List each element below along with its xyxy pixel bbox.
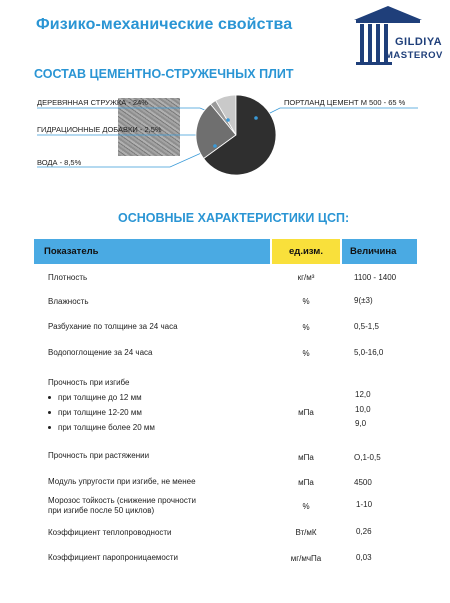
page-title: Физико-механические свойства: [36, 16, 293, 33]
row-frost-name-line1: Морозос тойкость (снижение прочности: [48, 496, 196, 505]
row-thermal-unit: Вт/мК: [295, 528, 317, 537]
legend-water: ВОДА - 8,5%: [37, 158, 82, 167]
row-tensile-unit: мПа: [298, 453, 314, 462]
row-vapor-name: Коэффициент паропроницаемости: [48, 553, 178, 562]
row-swelling-value: 0,5-1,5: [354, 322, 379, 331]
row-absorption-unit: %: [302, 349, 310, 358]
row-moisture-unit: %: [302, 297, 310, 306]
pie-marker-dot: [226, 118, 230, 122]
row-thermal-name: Коэффициент теплопроводности: [48, 528, 172, 537]
row-elasticity-unit: мПа: [298, 478, 314, 487]
table-header: [34, 239, 417, 264]
row-absorption-value: 5,0-16,0: [354, 348, 384, 357]
logo-text-line1: GILDIYA: [395, 36, 443, 48]
bending-value: 12,0: [355, 390, 371, 399]
row-frost-value: 1-10: [356, 500, 373, 509]
pie-marker-dot: [213, 144, 217, 148]
bending-value: 10,0: [355, 405, 371, 414]
row-bending-unit: мПа: [298, 408, 314, 417]
row-swelling-name: Разбухание по толщине за 24 часа: [48, 322, 178, 331]
bending-value: 9,0: [355, 419, 367, 428]
characteristics-title: ОСНОВНЫЕ ХАРАКТЕРИСТИКИ ЦСП:: [118, 211, 350, 225]
bending-item: при толщине 12-20 мм: [48, 408, 142, 417]
bullet-icon: [48, 411, 51, 414]
row-frost-unit: %: [302, 502, 310, 511]
legend-cement: ПОРТЛАНД ЦЕМЕНТ М 500 - 65 %: [284, 98, 406, 107]
row-elasticity-value: 4500: [354, 478, 372, 487]
bending-item: при толщине более 20 мм: [48, 423, 155, 432]
legend-wood: ДЕРЕВЯННАЯ СТРУЖКА - 24%: [37, 98, 148, 107]
header-value: Величина: [342, 239, 417, 264]
row-swelling-unit: %: [302, 323, 310, 332]
pie-marker-dot: [254, 116, 258, 120]
row-thermal-value: 0,26: [356, 527, 372, 536]
row-vapor-value: 0,03: [356, 553, 372, 562]
legend-hydration: ГИДРАЦИОННЫЕ ДОБАВКИ - 2,5%: [37, 125, 162, 134]
bullet-icon: [48, 426, 51, 429]
row-density-unit: кг/м³: [297, 273, 315, 282]
row-moisture-value: 9(±3): [354, 296, 373, 305]
row-bending-name: Прочность при изгибе: [48, 378, 130, 387]
row-elasticity-name: Модуль упругости при изгибе, не менее: [48, 477, 196, 486]
logo-text-line2: MASTEROV: [385, 50, 443, 61]
row-absorption-name: Водопоглощение за 24 часа: [48, 348, 153, 357]
row-tensile-value: О,1-0,5: [354, 453, 381, 462]
row-tensile-name: Прочность при растяжении: [48, 451, 150, 460]
bending-item: при толщине до 12 мм: [48, 393, 142, 402]
row-density-value: 1100 - 1400: [354, 273, 397, 282]
header-param: Показатель: [34, 239, 270, 264]
row-moisture-name: Влажность: [48, 297, 89, 306]
row-density-name: Плотность: [48, 273, 88, 282]
bullet-icon: [48, 396, 51, 399]
header-unit: ед.изм.: [272, 239, 340, 264]
composition-pie-chart: [195, 94, 277, 176]
composition-title: СОСТАВ ЦЕМЕНТНО-СТРУЖЕЧНЫХ ПЛИТ: [34, 67, 294, 81]
row-frost-name-line2: при изгибе после 50 циклов): [48, 506, 155, 515]
row-vapor-unit: мг/мчПа: [290, 554, 322, 563]
